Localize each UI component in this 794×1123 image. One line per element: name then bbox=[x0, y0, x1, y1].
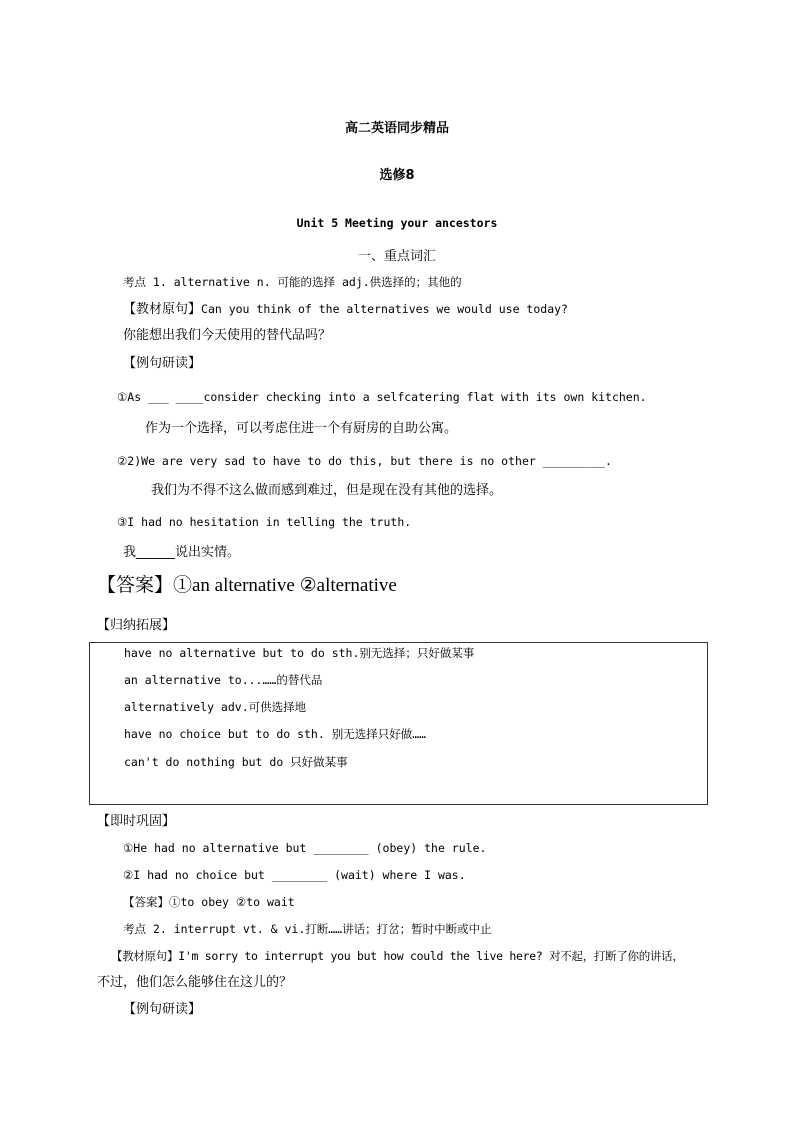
practice-answer: 【答案】①to obey ②to wait bbox=[123, 895, 295, 909]
example-3-english: ③I had no hesitation in telling the truth. bbox=[117, 515, 412, 529]
textbook-label: 【教材原句】 bbox=[123, 302, 202, 317]
textbook-sentence bbox=[123, 301, 568, 318]
example-2-chinese: 我们为不得不这么做而感到难过，但是现在没有其他的选择。 bbox=[151, 483, 503, 498]
summary-item: can't do nothing but do 只好做某事 bbox=[124, 755, 348, 769]
summary-item: an alternative to...……的替代品 bbox=[124, 673, 323, 687]
section-heading: 一、重点词汇 bbox=[357, 249, 436, 264]
point2-examples-label: 【例句研读】 bbox=[123, 1002, 202, 1017]
example-2-english: ②2)We are very sad to have to do this, but there is no other _________. bbox=[117, 454, 612, 468]
practice-label: 【即时巩固】 bbox=[97, 814, 176, 829]
example-1-chinese: 作为一个选择，可以考虑住进一个有厨房的自助公寓。 bbox=[145, 421, 458, 436]
point2-textbook-line-1: 【教材原句】I'm sorry to interrupt you but how could the live here? 对不起，打断了你的讲话， bbox=[111, 949, 684, 963]
summary-label: 【归纳拓展】 bbox=[97, 618, 176, 633]
practice-item-1: ①He had no alternative but ________ (obey) the rule. bbox=[123, 841, 487, 855]
summary-item: alternatively adv.可供选择地 bbox=[124, 700, 307, 714]
examples-label: 【例句研读】 bbox=[123, 356, 202, 371]
summary-item: have no choice but to do sth. 别无选择只好做…… bbox=[124, 727, 427, 741]
example-3-chinese: 我______说出实情。 bbox=[123, 545, 241, 560]
summary-box bbox=[89, 642, 708, 805]
practice-item-2: ②I had no choice but ________ (wait) where I was. bbox=[123, 868, 466, 882]
summary-item: have no alternative but to do sth.别无选择；只好做某事 bbox=[124, 646, 475, 660]
answer-line: 【答案】①an alternative ②alternative bbox=[97, 575, 397, 596]
example-1-english: ①As ___ ____consider checking into a selfcatering flat with its own kitchen. bbox=[117, 390, 647, 404]
unit-title: Unit 5 Meeting your ancestors bbox=[296, 216, 498, 230]
textbook-translation: 你能想出我们今天使用的替代品吗？ bbox=[123, 328, 332, 343]
textbook-english: Can you think of the alternatives we would use today? bbox=[201, 302, 568, 316]
point2-textbook-line-2: 不过，他们怎么能够住在这儿的？ bbox=[97, 975, 293, 990]
page-title: 高二英语同步精品 bbox=[344, 121, 449, 136]
point2-heading: 考点 2. interrupt vt. & vi.打断……讲话；打岔；暂时中断或中止 bbox=[123, 922, 492, 936]
page-subtitle: 选修8 bbox=[379, 168, 415, 183]
point1-heading: 考点 1. alternative n. 可能的选择 adj.供选择的；其他的 bbox=[123, 275, 462, 289]
